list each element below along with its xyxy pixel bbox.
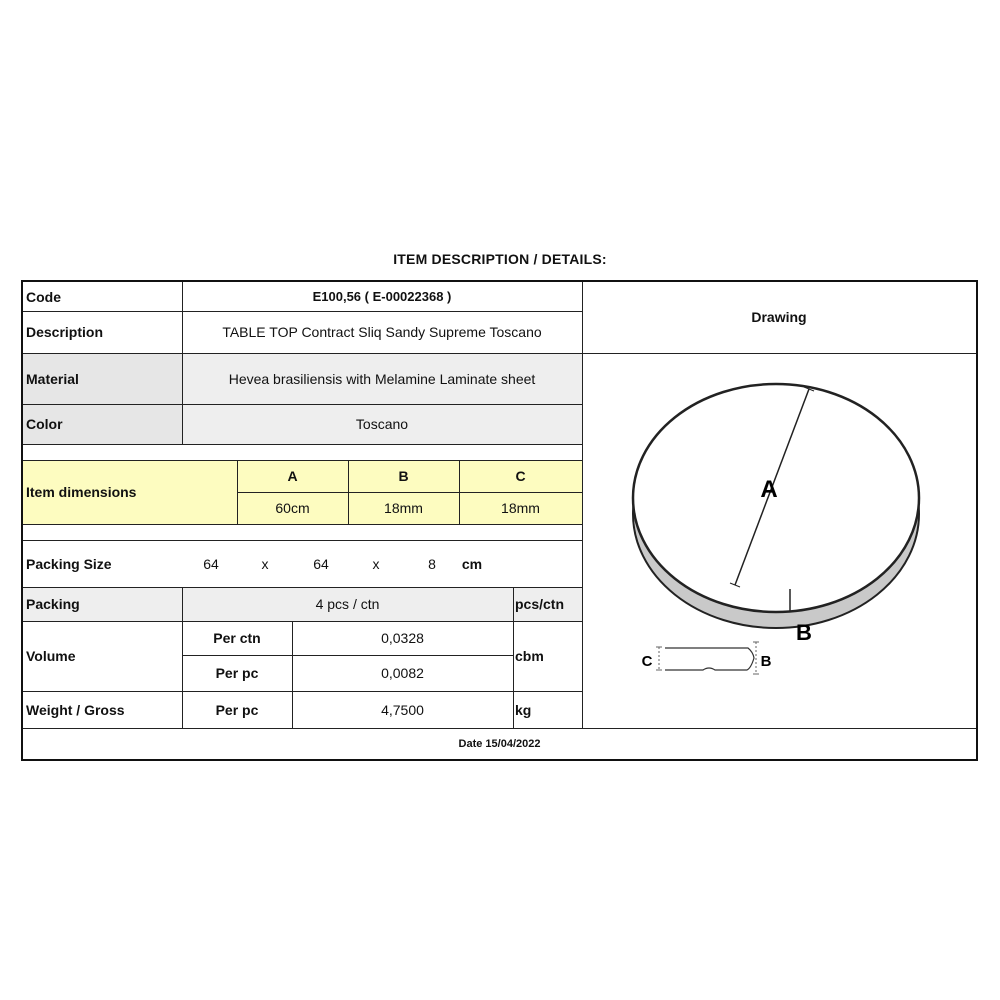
packing-value: 4 pcs / ctn — [315, 596, 380, 612]
material-label: Material — [26, 370, 79, 387]
packing-size-depth: 64 — [313, 555, 329, 572]
volume-per-ctn-label: Per ctn — [213, 630, 261, 646]
code-value: E100,56 ( E-00022368 ) — [312, 289, 452, 304]
packing-size-height: 8 — [428, 555, 436, 572]
label-a: A — [760, 476, 778, 503]
volume-unit: cbm — [515, 648, 544, 664]
code-label: Code — [26, 288, 61, 305]
profile-label-c: C — [641, 653, 653, 670]
dimension-c-value: 18mm — [501, 500, 540, 516]
dimension-a-header: A — [287, 468, 298, 484]
dimension-b-value: 18mm — [384, 500, 423, 516]
dimension-c-header: C — [515, 468, 526, 484]
material-value: Hevea brasiliensis with Melamine Laminate sheet — [228, 370, 536, 387]
page-title: ITEM DESCRIPTION / DETAILS: — [393, 251, 607, 267]
profile-label-b: B — [760, 653, 772, 670]
packing-size-x2: x — [372, 555, 380, 572]
weight-per-pc-label: Per pc — [215, 701, 259, 718]
color-label: Color — [26, 416, 63, 432]
description-value: TABLE TOP Contract Sliq Sandy Supreme Toscano — [222, 324, 542, 340]
dimensions-label: Item dimensions — [26, 484, 137, 500]
edge-profile — [642, 642, 772, 674]
weight-value: 4,7500 — [381, 701, 424, 718]
volume-per-pc-label: Per pc — [215, 665, 259, 681]
item-details-sheet — [21, 280, 978, 761]
volume-label: Volume — [26, 648, 76, 664]
description-label: Description — [26, 324, 104, 340]
volume-per-ctn-value: 0,0328 — [381, 630, 424, 646]
dimension-b-header: B — [398, 468, 409, 484]
packing-label: Packing — [26, 596, 80, 612]
dimension-a-value: 60cm — [275, 500, 310, 516]
packing-size-unit: cm — [461, 555, 483, 572]
table-top-drawing — [583, 354, 976, 727]
volume-per-pc-value: 0,0082 — [381, 665, 424, 681]
weight-label: Weight / Gross — [26, 701, 125, 718]
packing-size-width: 64 — [203, 555, 219, 572]
packing-unit: pcs/ctn — [515, 596, 565, 612]
weight-unit: kg — [515, 701, 532, 718]
drawing-header: Drawing — [751, 309, 807, 325]
color-value: Toscano — [355, 416, 409, 432]
packing-size-x1: x — [261, 555, 269, 572]
footer-date: Date 15/04/2022 — [458, 738, 541, 750]
label-b: B — [796, 620, 812, 645]
packing-size-label: Packing Size — [26, 555, 112, 572]
